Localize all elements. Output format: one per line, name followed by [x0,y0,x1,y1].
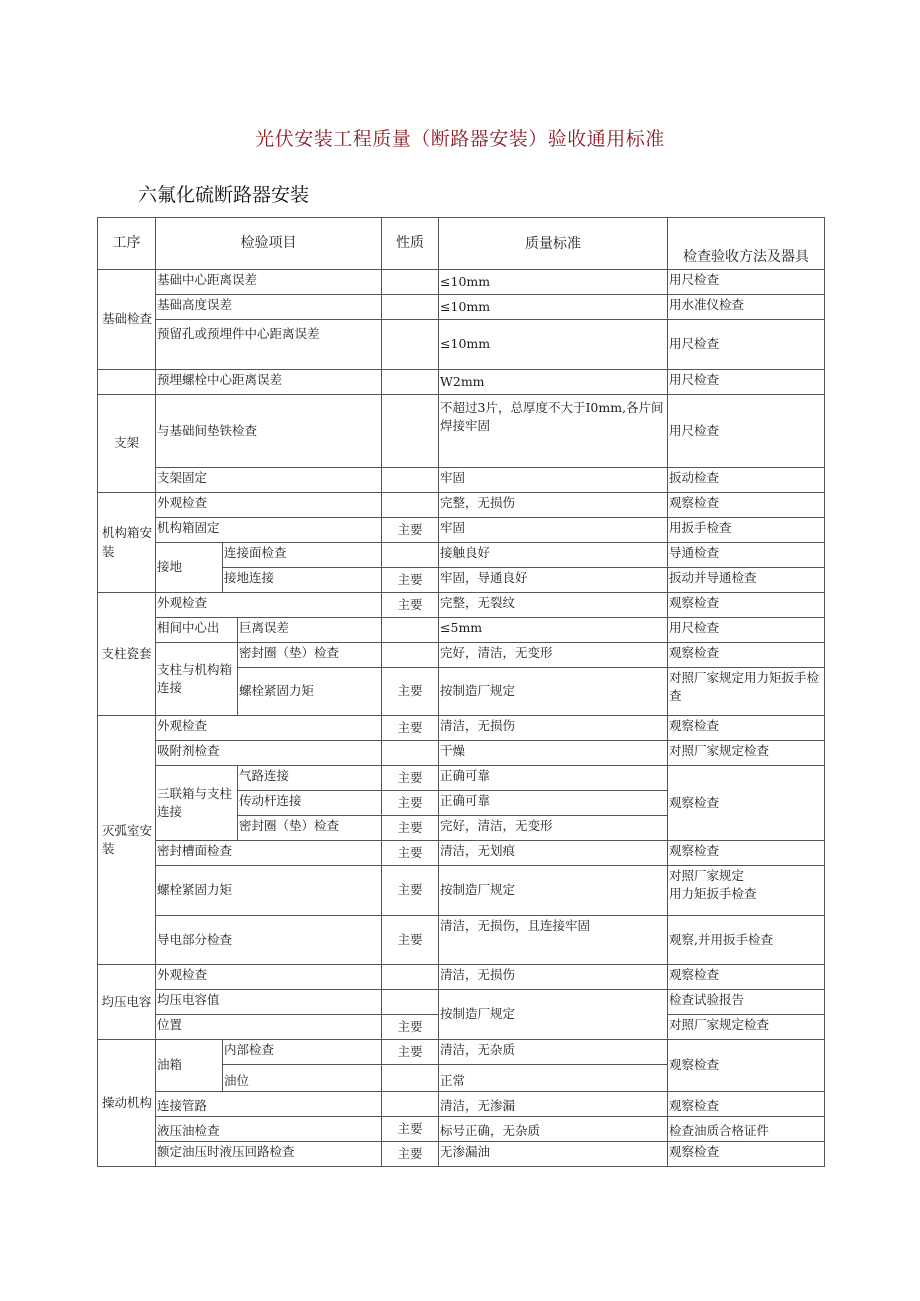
standard-cell: W2mm [439,370,668,395]
item-cell: 机构箱固定 [156,518,382,543]
item-cell: 预埋螺栓中心距离误差 [156,370,382,395]
method-cell: 用尺检查 [668,618,825,643]
method-cell: 观察检查 [668,1142,825,1167]
table-row [98,741,825,766]
method-cell: 观察检查 [668,766,825,841]
nature-cell [382,370,439,395]
nature-cell [382,468,439,493]
standard-cell: 接触良好 [439,543,668,568]
item-cell: 支架固定 [156,468,382,493]
standard-cell: 清洁，无损伤 [439,965,668,990]
item-cell: 密封槽面检查 [156,841,382,866]
nature-cell: 主要 [382,518,439,543]
item-cell: 与基础间垫铁检查 [156,395,382,468]
method-cell: 观察检查 [668,643,825,668]
standard-cell: 正确可靠 [439,791,668,816]
header-process: 工序 [98,218,156,270]
nature-cell: 主要 [382,766,439,791]
nature-cell: 主要 [382,568,439,593]
sub-item-cell: 连接面检查 [223,543,382,568]
table-row [98,766,825,791]
nature-cell: 主要 [382,791,439,816]
method-cell: 用尺检查 [668,270,825,295]
standard-cell: 无渗漏油 [439,1142,668,1167]
item-cell: 外观检查 [156,716,382,741]
method-cell: 用扳手检查 [668,518,825,543]
item-cell: 外观检查 [156,593,382,618]
header-row [98,218,825,270]
item-cell: 外观检查 [156,965,382,990]
sub-item-cell: 接地连接 [223,568,382,593]
standard-cell: 完整，无损伤 [439,493,668,518]
nature-cell [382,320,439,370]
standard-cell: ≤10mm [439,270,668,295]
method-cell: 扳动并导通检查 [668,568,825,593]
nature-cell [382,395,439,468]
nature-cell [382,1065,439,1092]
document-title: 光伏安装工程质量（断路器安装）验收通用标准 [255,128,665,150]
section-title: 六氟化硫断路器安装 [138,184,310,206]
item-cell: 预留孔或预埋件中心距离误差 [156,320,382,370]
nature-cell: 主要 [382,1040,439,1065]
method-line: 用力矩扳手检查 [669,886,757,902]
nature-cell [382,493,439,518]
nature-cell [382,270,439,295]
process-cell: 机构箱安装 [98,493,156,593]
group-cell: 三联箱与支柱连接 [156,766,238,841]
standard-cell: 完好，清洁，无变形 [439,816,668,841]
nature-cell: 主要 [382,716,439,741]
method-cell: 扳动检查 [668,468,825,493]
standard-cell: 牢固 [439,518,668,543]
table-row [98,395,825,468]
process-cell: 操动机构 [98,1040,156,1167]
table-row [98,866,825,916]
sub-item-cell: 油位 [223,1065,382,1092]
standard-cell: 标号正确，无杂质 [439,1117,668,1142]
nature-cell: 主要 [382,1142,439,1167]
method-cell: 用尺检查 [668,370,825,395]
table-row [98,518,825,543]
standard-cell: ≤10mm [439,320,668,370]
standard-cell: 牢固，导通良好 [439,568,668,593]
nature-cell: 主要 [382,1117,439,1142]
item-cell: 额定油压时液压回路检查 [156,1142,382,1167]
method-cell: 观察检查 [668,1040,825,1092]
standard-cell: ≤10mm [439,295,668,320]
standard-cell: 不超过3片，总厚度不大于I0mm,各片间焊接牢固 [439,395,668,468]
item-cell: 位置 [156,1015,382,1040]
standard-cell: 正常 [439,1065,668,1092]
standard-cell: 清洁，无渗漏 [439,1092,668,1117]
nature-cell [382,295,439,320]
item-cell: 连接管路 [156,1092,382,1117]
standard-cell: 清洁，无杂质 [439,1040,668,1065]
standard-cell: 按制造厂规定 [439,866,668,916]
nature-cell [382,965,439,990]
group-cell: 支柱与机构箱连接 [156,643,238,716]
group-cell: 接地 [156,543,223,593]
process-cell: 基础检查 [98,270,156,370]
nature-cell: 主要 [382,841,439,866]
sub-item-cell: 密封圈（垫）检查 [238,816,382,841]
table-row [98,295,825,320]
standard-cell: 清洁，无划痕 [439,841,668,866]
sub-item-cell: 传动杆连接 [238,791,382,816]
header-standard: 质量标准 [439,218,668,270]
nature-cell: 主要 [382,1015,439,1040]
item-cell: 基础高度误差 [156,295,382,320]
nature-cell: 主要 [382,668,439,716]
table-row [98,643,825,668]
nature-cell [382,618,439,643]
table-row [98,593,825,618]
method-cell: 观察检查 [668,1092,825,1117]
header-item: 检验项目 [156,218,382,270]
standard-cell: 完好，清洁，无变形 [439,643,668,668]
process-cell [98,370,156,395]
item-cell: 相间中心出 [156,618,238,643]
sub-item-cell: 巨离误差 [238,618,382,643]
method-cell: 观察,并用扳手检查 [668,916,825,965]
table-row [98,320,825,370]
method-cell: 检查试验报告 [668,990,825,1015]
item-cell: 基础中心距离误差 [156,270,382,295]
nature-cell [382,741,439,766]
table-row [98,916,825,965]
standard-cell: 清洁，无损伤，且连接牢固 [439,916,668,965]
nature-cell: 主要 [382,866,439,916]
process-cell: 均压电容 [98,965,156,1040]
table-row [98,493,825,518]
method-cell: 观察检查 [668,841,825,866]
method-cell: 观察检查 [668,716,825,741]
method-cell: 观察检查 [668,593,825,618]
table-row [98,1092,825,1117]
standard-cell: 正确可靠 [439,766,668,791]
method-line: 对照厂家规定 [669,868,745,883]
table-row [98,468,825,493]
method-cell: 对照厂家规定用力矩扳手检查 [668,668,825,716]
header-method: 检查验收方法及器具 [668,218,825,270]
nature-cell: 主要 [382,916,439,965]
item-cell: 液压油检查 [156,1117,382,1142]
method-cell: 检查油质合格证件 [668,1117,825,1142]
standard-cell: 完整，无裂纹 [439,593,668,618]
method-cell: 用尺检查 [668,320,825,370]
process-cell: 支架 [98,395,156,493]
process-cell: 灭弧室安装 [98,716,156,965]
table-row [98,370,825,395]
inspection-table [97,217,825,1167]
table-row [98,618,825,643]
method-cell: 导通检查 [668,543,825,568]
nature-cell [382,1092,439,1117]
table-row [98,965,825,990]
table-row [98,270,825,295]
nature-cell [382,543,439,568]
method-cell: 观察检查 [668,493,825,518]
method-cell: 观察检查 [668,965,825,990]
group-cell: 油箱 [156,1040,223,1092]
table-row [98,841,825,866]
method-cell: 用水准仪检查 [668,295,825,320]
sub-item-cell: 密封圈（垫）检查 [238,643,382,668]
table-row [98,716,825,741]
item-cell: 外观检查 [156,493,382,518]
standard-cell: 清洁，无损伤 [439,716,668,741]
method-cell: 用尺检查 [668,395,825,468]
sub-item-cell: 气路连接 [238,766,382,791]
method-cell [668,866,825,916]
sub-item-cell: 螺栓紧固力矩 [238,668,382,716]
item-cell: 螺栓紧固力矩 [156,866,382,916]
item-cell: 导电部分检查 [156,916,382,965]
table-row [98,1040,825,1065]
method-cell: 对照厂家规定检查 [668,741,825,766]
process-cell: 支柱瓷套 [98,593,156,716]
item-cell: 均压电容值 [156,990,382,1015]
nature-cell: 主要 [382,593,439,618]
nature-cell: 主要 [382,816,439,841]
standard-cell: 按制造厂规定 [439,668,668,716]
item-cell: 吸附剂检查 [156,741,382,766]
nature-cell [382,990,439,1015]
method-cell: 对照厂家规定检查 [668,1015,825,1040]
header-nature: 性质 [382,218,439,270]
nature-cell [382,643,439,668]
standard-cell: 牢固 [439,468,668,493]
table-row [98,990,825,1015]
table-row [98,543,825,568]
standard-cell: 干燥 [439,741,668,766]
table-row [98,1142,825,1167]
sub-item-cell: 内部检查 [223,1040,382,1065]
table-row [98,1117,825,1142]
standard-cell: ≤5mm [439,618,668,643]
standard-cell: 按制造厂规定 [439,990,668,1040]
